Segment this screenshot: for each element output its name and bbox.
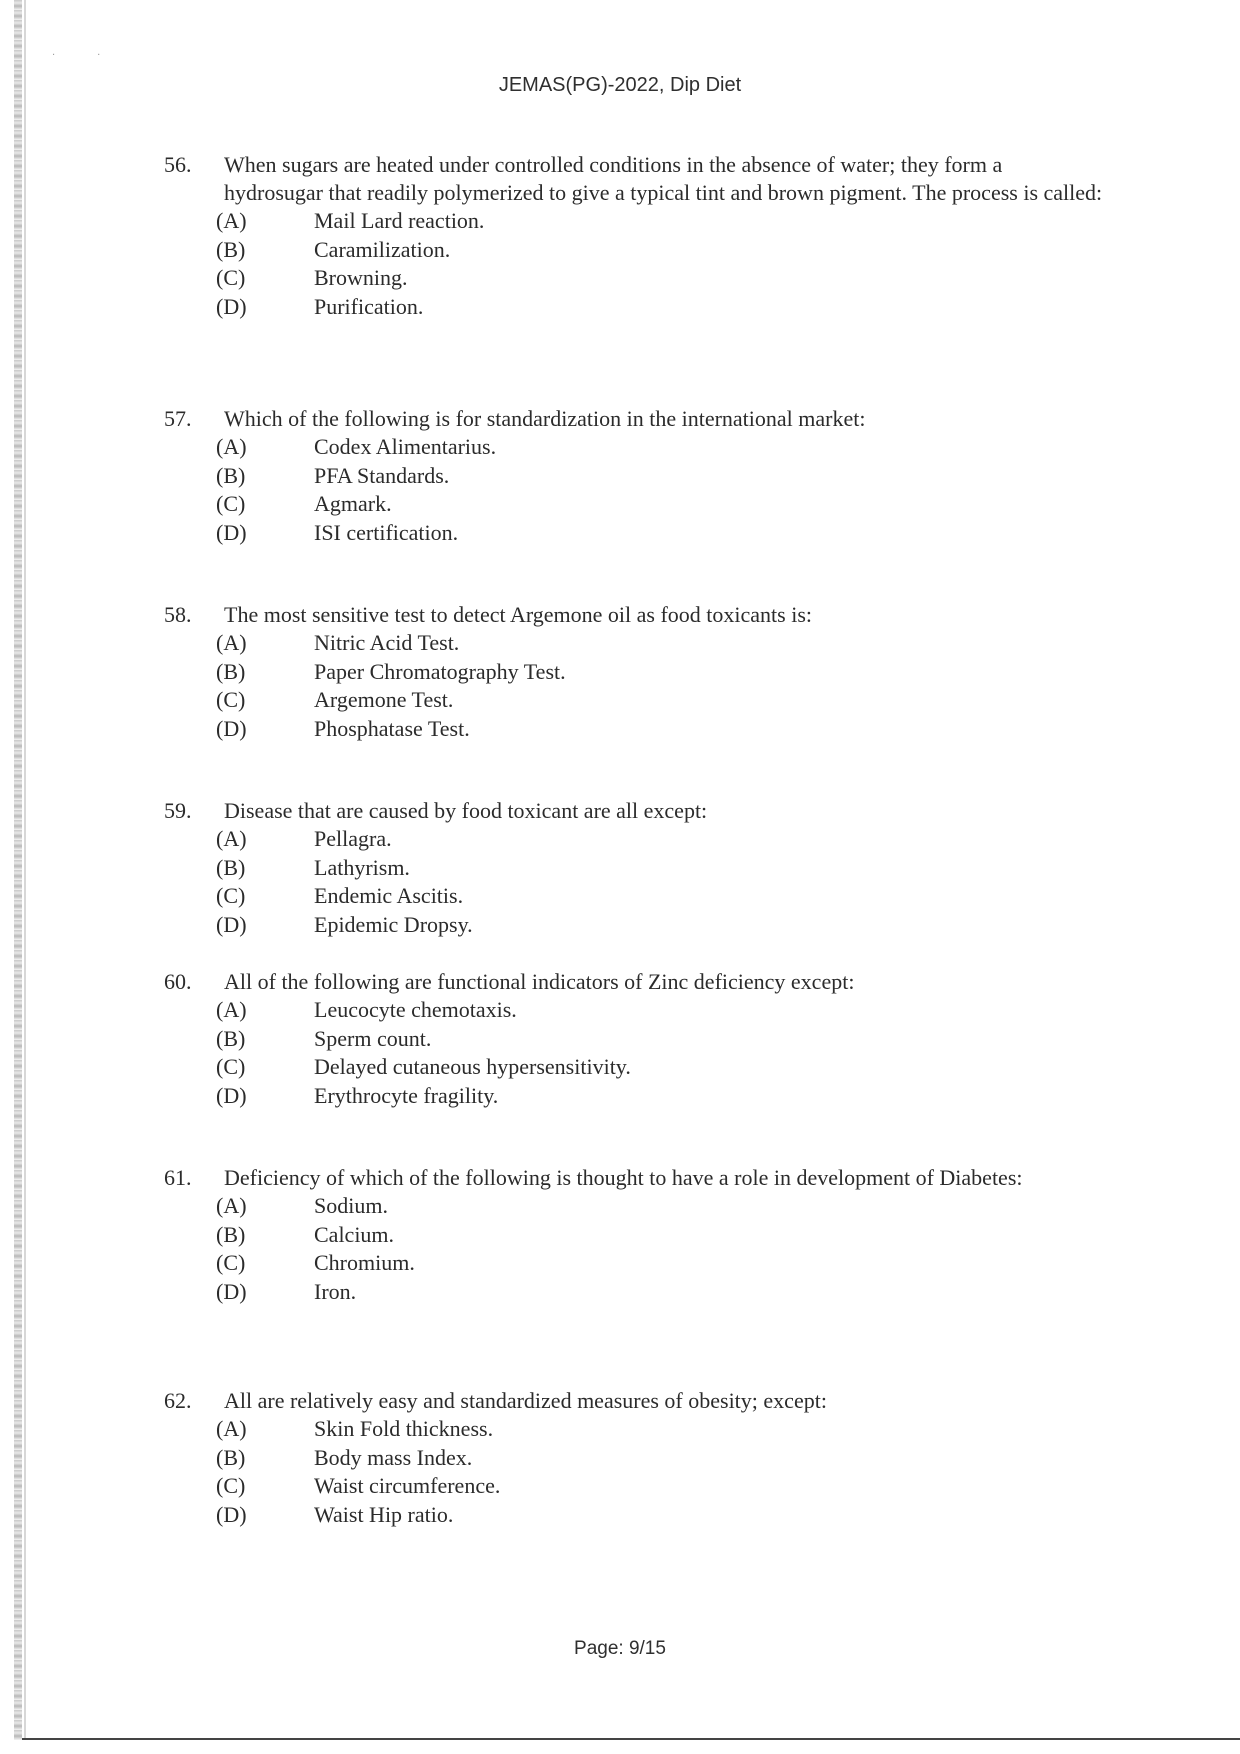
- question-number: 60.: [164, 969, 192, 994]
- option-text: Codex Alimentarius.: [314, 434, 497, 459]
- option-text: Chromium.: [314, 1250, 415, 1275]
- option-letter: (A): [216, 997, 247, 1022]
- option-text: Epidemic Dropsy.: [314, 911, 473, 937]
- option-text: Purification.: [314, 293, 424, 319]
- scan-edge: [14, 0, 22, 1740]
- option-text: Lathyrism.: [314, 854, 410, 880]
- option-d: [216, 293, 1104, 322]
- option-c: [216, 1249, 1104, 1278]
- option-text: Argemone Test.: [314, 687, 454, 712]
- option-a: [216, 433, 1104, 462]
- option-letter: (B): [216, 1444, 246, 1470]
- question-text: The most sensitive test to detect Argemone oil as food toxicants is:: [224, 602, 812, 627]
- option-a: [216, 1415, 1104, 1444]
- option-text: Waist Hip ratio.: [314, 1501, 454, 1527]
- question-number: 58.: [164, 602, 192, 627]
- option-text: Leucocyte chemotaxis.: [314, 997, 517, 1022]
- option-letter: (A): [216, 826, 247, 851]
- option-b: [216, 658, 1104, 687]
- option-letter: (D): [216, 1082, 247, 1108]
- option-text: Caramilization.: [314, 236, 451, 262]
- option-b: [216, 854, 1104, 883]
- option-text: Sperm count.: [314, 1025, 432, 1051]
- option-letter: (B): [216, 1025, 246, 1051]
- option-letter: (C): [216, 265, 246, 290]
- option-text: ISI certification.: [314, 519, 459, 545]
- option-letter: (C): [216, 1473, 246, 1498]
- option-c: [216, 1472, 1104, 1501]
- question-number: 62.: [164, 1388, 192, 1413]
- option-d: [216, 715, 1104, 744]
- option-d: [216, 911, 1104, 940]
- question-text: Which of the following is for standardization in the international market:: [224, 406, 866, 431]
- option-letter: (A): [216, 1193, 247, 1218]
- option-text: Sodium.: [314, 1193, 388, 1218]
- option-letter: (C): [216, 883, 246, 908]
- option-d: [216, 1278, 1104, 1307]
- question-number: 59.: [164, 798, 192, 823]
- question-text: All of the following are functional indicators of Zinc deficiency except:: [224, 969, 855, 994]
- option-text: PFA Standards.: [314, 462, 450, 488]
- option-text: Pellagra.: [314, 826, 392, 851]
- option-b: [216, 1221, 1104, 1250]
- question-59: [164, 797, 1104, 939]
- option-text: Agmark.: [314, 491, 392, 516]
- option-d: [216, 1501, 1104, 1530]
- option-b: [216, 1025, 1104, 1054]
- option-c: [216, 1053, 1104, 1082]
- option-list: [216, 1415, 1104, 1529]
- option-text: Calcium.: [314, 1221, 395, 1247]
- option-list: [216, 629, 1104, 743]
- question-text: Disease that are caused by food toxicant are all except:: [224, 798, 708, 823]
- option-text: Skin Fold thickness.: [314, 1416, 494, 1441]
- question-58: [164, 601, 1104, 743]
- option-letter: (C): [216, 1250, 246, 1275]
- option-a: [216, 629, 1104, 658]
- question-text: When sugars are heated under controlled conditions in the absence of water; they form a hydrosugar that readily polymerized to give a typical tint and brown pigment. The process is called:: [224, 152, 1103, 205]
- option-d: [216, 1082, 1104, 1111]
- question-57: [164, 405, 1104, 547]
- option-a: [216, 825, 1104, 854]
- option-text: Paper Chromatography Test.: [314, 658, 566, 684]
- option-letter: (B): [216, 658, 246, 684]
- question-62: [164, 1387, 1104, 1529]
- option-list: [216, 207, 1104, 321]
- option-a: [216, 207, 1104, 236]
- question-text: All are relatively easy and standardized measures of obesity; except:: [224, 1388, 827, 1413]
- scan-specks: · ·: [52, 50, 121, 61]
- option-letter: (B): [216, 236, 246, 262]
- question-number: 57.: [164, 406, 192, 431]
- option-text: Mail Lard reaction.: [314, 208, 485, 233]
- option-letter: (B): [216, 462, 246, 488]
- question-number: 56.: [164, 152, 192, 177]
- scan-edge-line: [24, 0, 26, 1740]
- option-text: Body mass Index.: [314, 1444, 473, 1470]
- option-b: [216, 1444, 1104, 1473]
- option-letter: (D): [216, 715, 247, 741]
- option-list: [216, 1192, 1104, 1306]
- question-56: [164, 151, 1104, 321]
- option-d: [216, 519, 1104, 548]
- option-letter: (D): [216, 1501, 247, 1527]
- option-c: [216, 490, 1104, 519]
- question-60: [164, 968, 1104, 1110]
- option-letter: (C): [216, 1054, 246, 1079]
- option-c: [216, 686, 1104, 715]
- page-bottom-rule: [22, 1738, 1240, 1740]
- question-number: 61.: [164, 1165, 192, 1190]
- option-a: [216, 996, 1104, 1025]
- option-letter: (A): [216, 434, 247, 459]
- option-text: Iron.: [314, 1278, 357, 1304]
- option-letter: (A): [216, 630, 247, 655]
- option-text: Phosphatase Test.: [314, 715, 470, 741]
- option-b: [216, 236, 1104, 265]
- option-letter: (A): [216, 208, 247, 233]
- option-text: Waist circumference.: [314, 1473, 501, 1498]
- option-c: [216, 882, 1104, 911]
- option-text: Browning.: [314, 265, 408, 290]
- option-letter: (C): [216, 687, 246, 712]
- page-footer: Page: 9/15: [574, 1638, 666, 1659]
- option-letter: (D): [216, 911, 247, 937]
- option-letter: (B): [216, 1221, 246, 1247]
- option-text: Erythrocyte fragility.: [314, 1082, 499, 1108]
- option-letter: (D): [216, 293, 247, 319]
- question-text: Deficiency of which of the following is thought to have a role in development of Diabetes:: [224, 1165, 1023, 1190]
- option-a: [216, 1192, 1104, 1221]
- option-letter: (D): [216, 1278, 247, 1304]
- option-b: [216, 462, 1104, 491]
- page-header: JEMAS(PG)-2022, Dip Diet: [498, 74, 742, 96]
- option-list: [216, 825, 1104, 939]
- option-letter: (D): [216, 519, 247, 545]
- option-letter: (B): [216, 854, 246, 880]
- option-list: [216, 433, 1104, 547]
- option-text: Delayed cutaneous hypersensitivity.: [314, 1054, 631, 1079]
- option-text: Nitric Acid Test.: [314, 630, 460, 655]
- option-c: [216, 264, 1104, 293]
- option-letter: (C): [216, 491, 246, 516]
- option-list: [216, 996, 1104, 1110]
- question-61: [164, 1164, 1104, 1306]
- option-text: Endemic Ascitis.: [314, 883, 464, 908]
- option-letter: (A): [216, 1416, 247, 1441]
